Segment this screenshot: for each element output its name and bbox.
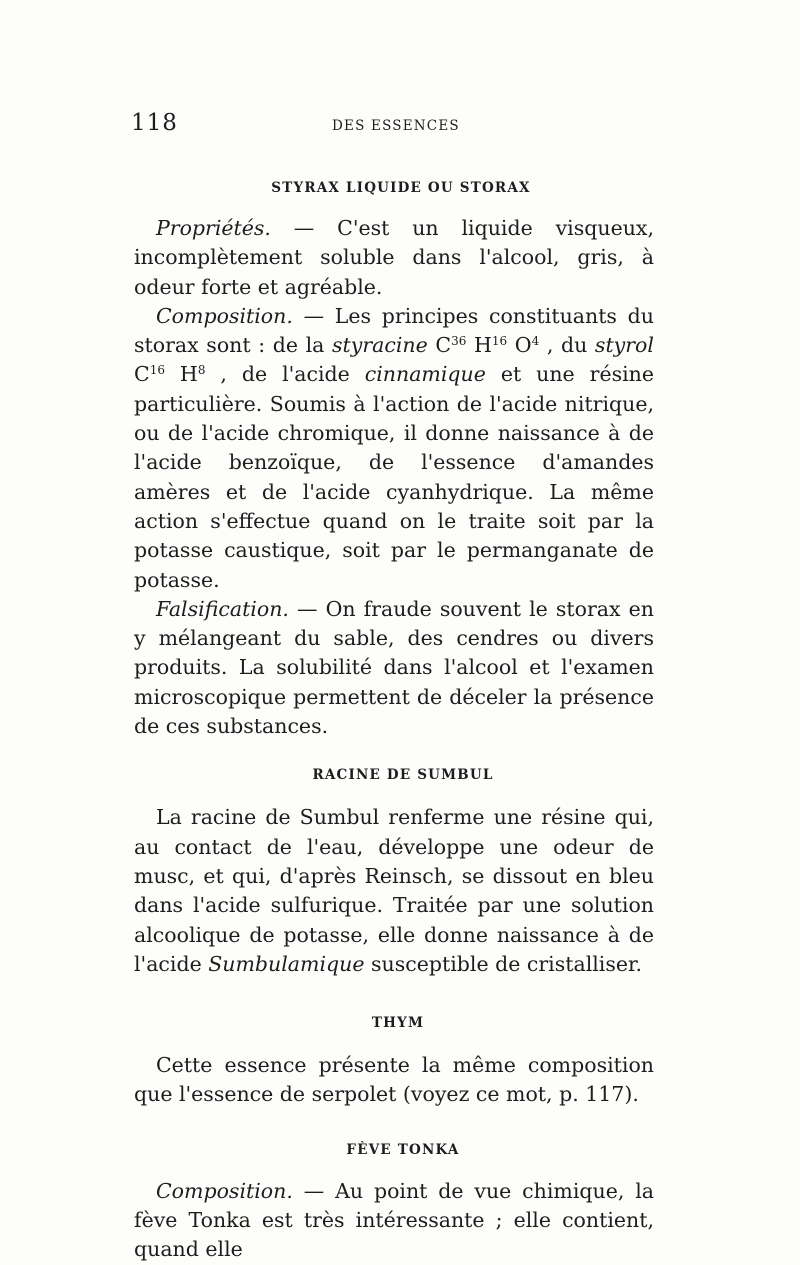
term-sumbulamique: Sumbulamique [208,951,365,976]
paragraph-text: — Les principes constituants du storax sont : de la [134,303,654,358]
paragraph-proprietes [134,214,654,302]
paragraph-falsification [134,595,654,741]
running-head [131,110,654,142]
term-cinnamique: cinnamique [364,362,486,387]
chemical-formula-styracine: $C^{36}$ $H^{16}$ $O^4$ [435,333,540,358]
running-title: DES ESSENCES [332,118,460,134]
paragraph-lead: Composition. [156,303,293,328]
term-styracine: styracine [332,333,428,358]
paragraph-text: — Au point de vue chimique, la fève Tonka est très intéressante ; elle contient, quand elle [134,1178,654,1262]
section-title-feve-tonka: FÈVE TONKA [346,1141,460,1158]
section-title-thym: THYM [371,1015,425,1032]
paragraph-lead: Composition. [156,1178,293,1203]
paragraph-thym: Cette essence présente la même composition que l'essence de serpolet (voyez ce mot, p. 117). [134,1053,654,1107]
paragraph-text: — C'est un liquide visqueux, incomplètement soluble dans l'alcool, gris, à odeur forte et agréable. [134,216,654,299]
paragraph-sumbul: La racine de Sumbul renferme une résine qui, au contact de l'eau, développe une odeur de musc, et qui, d'après Reinsch, se dissout en bleu dans l'acide sulfurique. Traitée par une solution alcoolique de potasse, elle donne naissance à de l'acide Sumbulamique susceptible de cristalliser. [134,805,654,976]
section-title-sumbul: RACINE DE SUMBUL [312,767,494,784]
chemical-formula-styrol: $C^{16}$ $H^8$ [134,362,206,387]
paragraph-lead: Propriétés. [156,216,271,240]
paragraph-composition-storax: Composition. — Les principes constituants du storax sont : de la styracine $C^{36}$ $H^{16}$ $O^4$ , du styrol $C^{16}$ $H^8$ , de l'acide cinnamique et une résine particulière. Soumis à l'action de l'acide nitrique, ou de l'acide chromique, il donne naissance à de l'acide benzoïque, de l'essence d'amandes amères et de l'acide cyanhydrique. La même action s'effectue quand on le traite soit par la potasse caustique, soit par le permanganate de potasse. [134,303,654,592]
page-number: 118 [131,110,178,136]
book-page [131,110,654,1265]
paragraph-text: — On fraude souvent le storax en y mélangeant du sable, des cendres ou divers produits. La solubilité dans l'alcool et l'examen microscopique permettent de déceler la présence de ces substances. [134,596,654,739]
paragraph-composition-tonka [134,1177,654,1265]
term-styrol: styrol [594,333,654,358]
paragraph-lead: Falsification. [156,596,289,621]
section-title-styrax: STYRAX LIQUIDE OU STORAX [271,180,531,196]
